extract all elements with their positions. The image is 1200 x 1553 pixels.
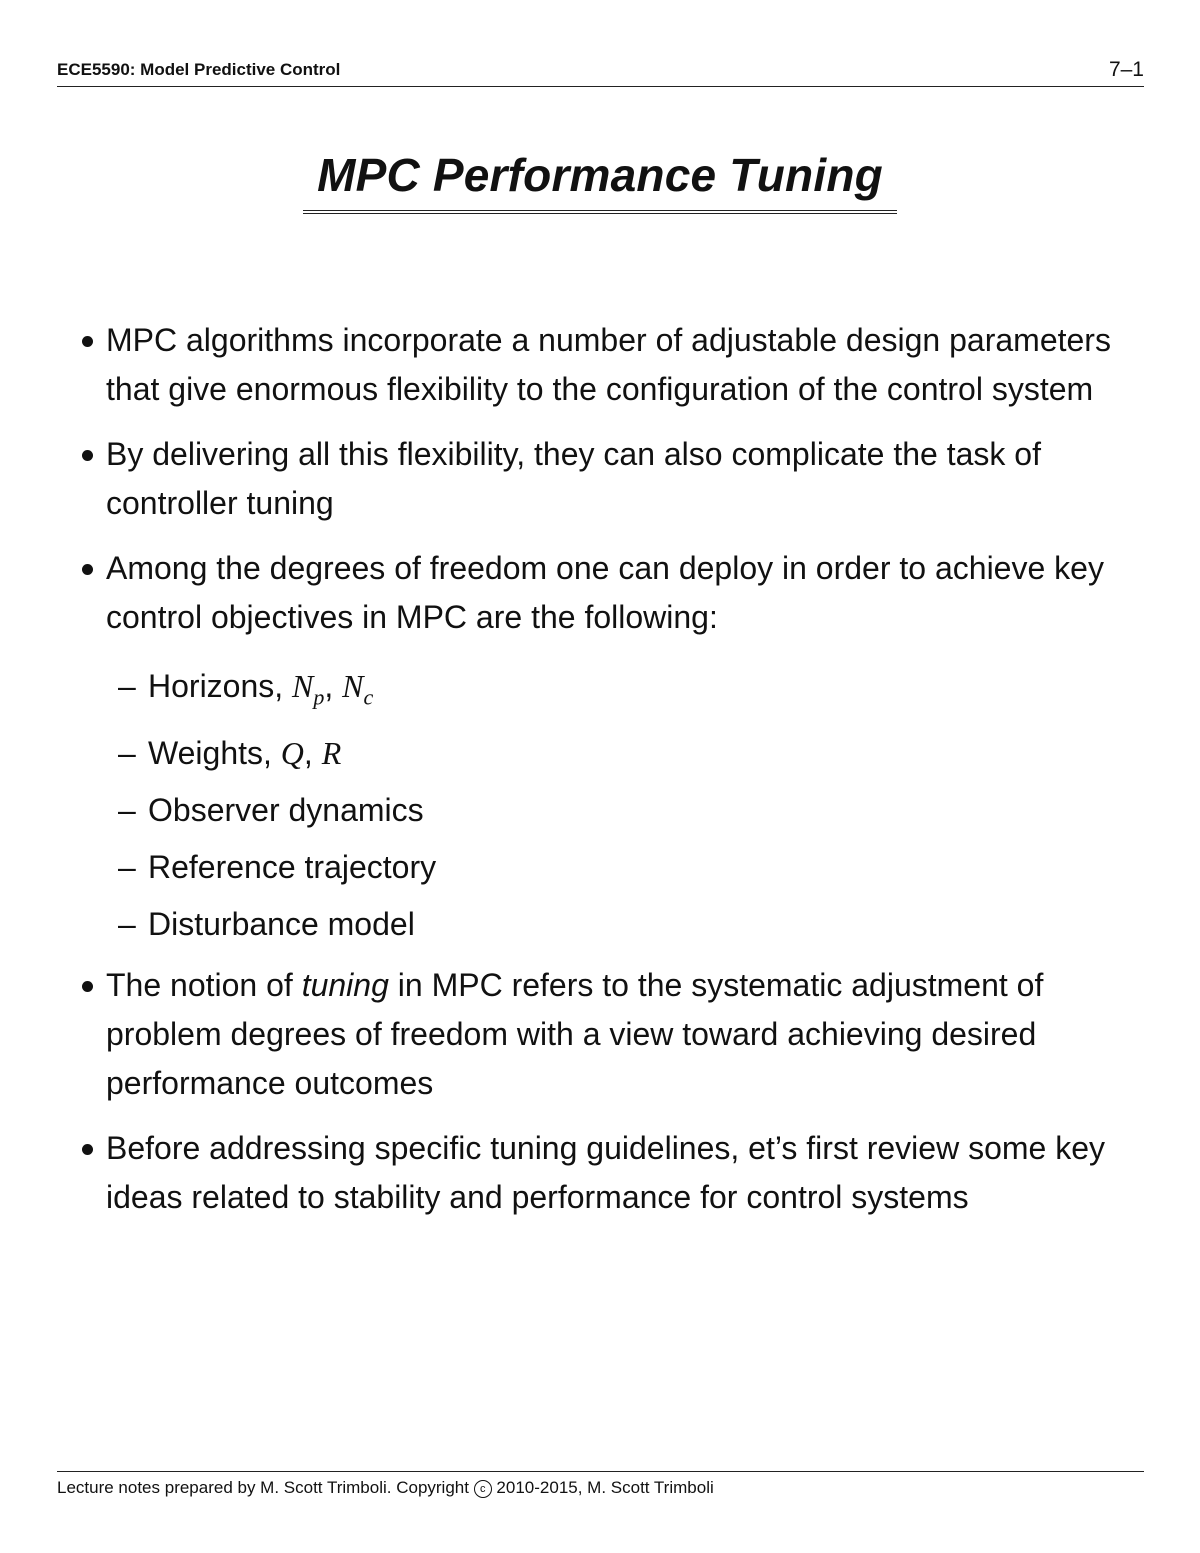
subitem-horizons [80,658,1160,725]
bullet-dot-icon [82,981,93,992]
bullet-dot-icon [82,564,93,575]
bullet-item-2 [80,430,1160,528]
separator: , [303,735,322,772]
footer-prefix: Lecture notes prepared by M. Scott Trimboli. Copyright [57,1478,474,1497]
page-footer [57,1471,1144,1498]
subitem-label: Disturbance model [148,906,415,943]
degrees-of-freedom-list [80,658,1160,953]
subitem-label: Horizons, [148,668,293,704]
bullet-item-3 [80,544,1160,642]
subitem-label: Observer dynamics [148,792,424,829]
subitem-weights [80,725,1160,782]
bullet-text: Before addressing specific tuning guidelines, et’s first review some key ideas related to stability and performance for control systems [106,1130,1106,1216]
dash-icon: – [118,906,136,943]
bullet-item-1 [80,316,1160,414]
title-container [0,148,1200,214]
dash-icon: – [118,792,136,829]
bullet-text: Among the degrees of freedom one can deploy in order to achieve key control objectives in MPC are the following: [106,550,1104,635]
dash-icon: – [118,735,136,772]
bullet-dot-icon [82,450,93,461]
bullet-dot-icon [82,336,93,347]
page-header [57,58,1144,87]
subitem-disturbance [80,896,1160,953]
tuning-emphasis: tuning [301,967,389,1004]
page-title: MPC Performance Tuning [303,148,897,214]
np-symbol: $N_p$ [292,668,325,710]
bullet-item-4 [80,961,1160,1108]
dash-icon: – [118,849,136,886]
bullet-text-before: The notion of [106,967,302,1004]
course-title: ECE5590: Model Predictive Control [57,60,341,79]
bullet-text-after: in MPC refers to the systematic adjustment of problem degrees of freedom with a view toward achieving desired performance outcomes [106,967,1044,1102]
copyright-icon: c [474,1480,492,1498]
nc-symbol: $N_c$ [342,668,374,710]
bullet-text: By delivering all this flexibility, they can also complicate the task of controller tuning [106,436,1041,521]
bullet-dot-icon [82,1144,93,1155]
subitem-observer [80,782,1160,839]
page-number: 7–1 [1108,58,1144,81]
q-symbol: Q [280,735,304,772]
bullet-item-5 [80,1124,1160,1222]
slide-content [80,316,1160,1238]
bullet-text: MPC algorithms incorporate a number of adjustable design parameters that give enormous flexibility to the configuration of the control system [106,322,1111,407]
subitem-reference [80,839,1160,896]
r-symbol: R [321,735,342,772]
subitem-label: Reference trajectory [148,849,437,886]
separator: , [324,668,343,704]
dash-icon: – [118,668,136,704]
subitem-label: Weights, [148,735,281,772]
footer-suffix: 2010-2015, M. Scott Trimboli [491,1478,714,1497]
